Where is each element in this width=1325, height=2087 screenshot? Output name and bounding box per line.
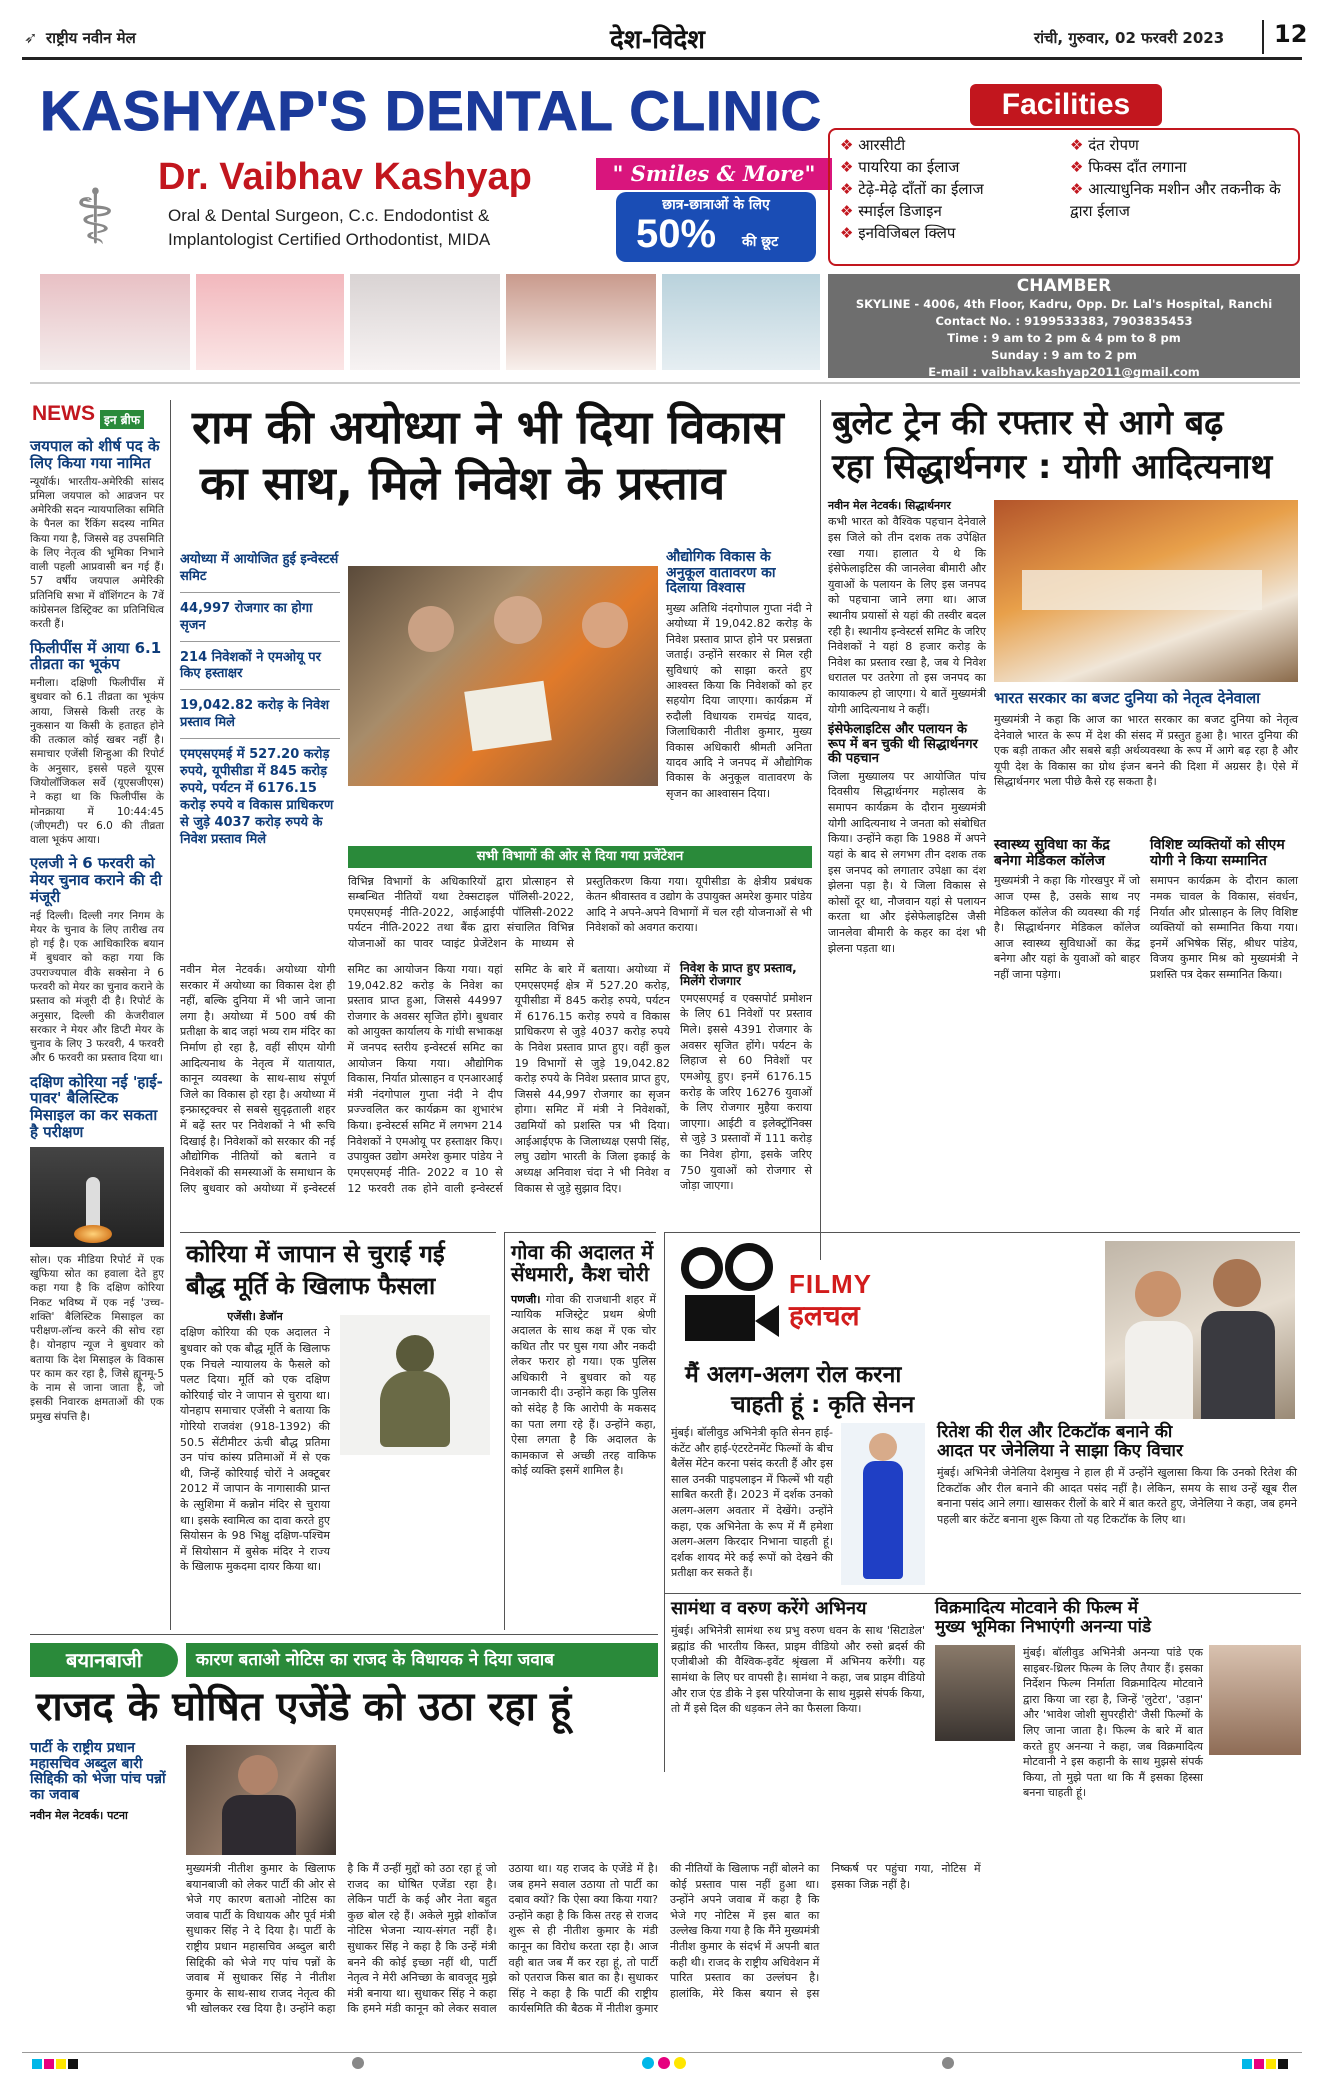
color-swatch	[1266, 2059, 1276, 2069]
braces-photo	[196, 274, 344, 370]
brief-headline: एलजी ने 6 फरवरी को मेयर चुनाव कराने की दी मंजूरी	[30, 854, 162, 906]
color-swatch	[44, 2059, 54, 2069]
goa-story	[504, 1232, 656, 1630]
registration-mark-icon	[942, 2057, 954, 2069]
brief-body: सोल। एक मीडिया रिपोर्ट में एक खुफिया स्रोत का हवाला देते हुए कहा गया है कि दक्षिण कोरिया निकट भविष्य में एक नई 'उच्च-शक्ति' बैलिस्टिक मिसाइल का परीक्षण-लॉन्च करने की सोच रहा है। योनहाप न्यूज ने बुधवार को बताया कि देश मिसाइल के विकास पर काम कर रहा है, जिसे ह्यूनमू-5 के नाम से जाना जाता है, जो इसकी निवारक क्षमताओं की एक प्रमुख संपत्ति है।	[30, 1253, 164, 1423]
bullet-caption: भारत सरकार का बजट दुनिया को नेतृत्व देनेवाला	[994, 689, 1261, 707]
column-rule	[170, 400, 171, 1630]
teeth-photo-strip	[40, 274, 820, 370]
brief-headline: जयपाल को शीर्ष पद के लिए किया गया नामित	[30, 437, 160, 472]
brief-item	[30, 438, 164, 632]
genelia-headline-1: रितेश की रील और टिकटॉक बनाने की	[937, 1422, 1173, 1442]
brief-headline: फिलीपींस में आया 6.1 तीव्रता का भूकंप	[30, 638, 162, 674]
facility-item: ❖ आत्याधुनिक मशीन और तकनीक के द्वारा ईलाज	[1070, 180, 1281, 220]
implant-photo	[350, 274, 500, 370]
brief-body: नई दिल्ली। दिल्ली नगर निगम के मेयर के चुनाव के लिए तारीख तय हो गई है। एक आधिकारिक बयान में बुधवार को कहा गया कि उपराज्यपाल वीके सक्सेना ने 6 फरवरी को मेयर का चुनाव कराने के प्रस्ताव को मंजूरी दी है। रिपोर्ट के अनुसार, दिल्ली की केजरीवाल सरकार ने मेयर और डिप्टी मेयर के चुनाव के लिए 3 फरवरी, 4 फरवरी और 6 फरवरी का प्रस्ताव दिया था।	[30, 909, 164, 1065]
facility-item: ❖ स्माईल डिजाइन	[840, 202, 942, 220]
chamber-title: CHAMBER	[1016, 276, 1112, 296]
presentation-band: सभी विभागों की ओर से दिया गया प्रजेंटेशन	[348, 846, 812, 868]
paper-name: राष्ट्रीय नवीन मेल	[46, 29, 136, 47]
offer-badge	[616, 192, 816, 262]
samantha-body: मुंबई। अभिनेत्री सामंथा रुथ प्रभु वरुण धवन के साथ 'सिटाडेल' ब्रह्मांड की भारतीय किस्त, प्राइम वीडियो और रुसो ब्रदर्स की एजीबीओ की वैश्विक-इवेंट श्रृंखला में अभिनय करेंगी। यह सामंथा के लिए घर वापसी है। सामंथा ने कहा, जब प्राइम वीडियो और राज एंड डीके ने इस परियोजना के साथ मुझसे संपर्क किया, तो मैं इसे दिल की धड़कन लेने का फैसला किया।	[671, 1624, 925, 1716]
brief-body: न्यूयॉर्क। भारतीय-अमेरिकी सांसद प्रमिला जयपाल को आव्रजन पर अमेरिकी सदन न्यायपालिका समिति के पैनल का रैंकिंग सदस्य नामित किया गया है, जिससे वह उपसमिति के लिए नेतृत्व की भूमिका निभाने वाली पहली आप्रवासी बन गई हैं। 57 वर्षीय जयपाल अमेरिकी प्रतिनिधि सभा में वॉशिंगटन के 7वें कांग्रेसनल डिस्ट्रिक्ट का प्रतिनिधित्व करती हैं।	[30, 475, 164, 631]
filmy-logo-bottom: हलचल	[789, 1299, 860, 1332]
goa-headline-1: गोवा की अदालत में	[511, 1240, 654, 1264]
bayan-body-left	[30, 1841, 178, 2031]
ananya-body: मुंबई। बॉलीवुड अभिनेत्री अनन्या पांडे एक साइबर-थ्रिलर फिल्म के लिए तैयार हैं। इसका निर्देशन फिल्म निर्माता विक्रमादित्य मोटवाने द्वारा किया जा रहा है, जिन्हें 'लुटेरा', 'उड़ान' और 'भावेश जोशी सुपरहीरो' जैसी फिल्मों के लिए जाना जाता है। फिल्म के बारे में बात करते हुए अनन्या ने कहा, जब विक्रमादित्य मोटवानी ने इस कहानी के साथ मुझसे संपर्क किया, तो मुझे पता था कि मैं इसका हिस्सा बनना चाहती हूं।	[1023, 1646, 1203, 1800]
film-camera-icon	[675, 1241, 781, 1353]
dateline: रांची, गुरुवार, 02 फरवरी 2023	[1034, 29, 1225, 47]
medical-college-box	[994, 838, 1140, 1248]
bayan-headline: राजद के घोषित एजेंडे को उठा रहा हूं	[36, 1684, 572, 1730]
ananya-headline-2: मुख्य भूमिका निभाएंगी अनन्या पांडे	[935, 1617, 1152, 1638]
honour-body: समापन कार्यक्रम के दौरान काला नमक चावल के विकास, संवर्धन, निर्यात और प्रोत्साहन के लिए विशिष्ट व्यक्तियों को सम्मानित किया गया। इनमें अभिषेक सिंह, श्रीधर पांडेय, विजय कुमार मिश्र को मुख्यमंत्री ने प्रशस्ति पत्र देकर सम्मानित किया।	[1150, 874, 1298, 981]
side-box	[666, 550, 812, 838]
main-body: नवीन मेल नेटवर्क। अयोध्या योगी सरकार में अयोध्या का विकास देश ही नहीं, बल्कि दुनिया में भी जाने जाना लगा है। अयोध्या में 500 वर्ष की प्रतीक्षा के बाद जहां भव्य राम मंदिर का निर्माण हो रहा है, वहीं सीएम योगी आदित्यनाथ के नेतृत्व में यातायात, कानून व्यवस्था के साथ-साथ संपूर्ण जिले का विकास हो रहा है। अयोध्या में इन्फ्रास्ट्रक्चर से सबसे सुदृढ़ताली शहर में बढ़ें स्तर पर निवेशकों ने भी रूचि दिखाई है। निवेशकों को सरकार की नई औद्योगिक नीतियों को बताने व निवेशकों की समस्याओं के समाधान के लिए बुधवार को अयोध्या में इन्वेस्टर्स समिट का आयोजन किया गया। यहां 19,042.82 करोड़ के निवेश का प्रस्ताव प्राप्त हुआ, जिससे 44997 रोजगार के अवसर सृजित होंगे। बुधवार को आयुक्त कार्यालय के गांधी सभाकक्ष में जनपद स्तरीय इन्वेस्टर्स समिट का आयोजन किया गया। औद्योगिक विकास, निर्यात प्रोत्साहन व एनआरआई मंत्री नंदगोपाल गुप्ता नंदी ने दीप प्रज्ज्वलित कर कार्यक्रम का शुभारंभ किया। इन्वेस्टर्स समिट में लगभग 214 निवेशकों ने एमओयू पर हस्ताक्षर किए। उपायुक्त उद्योग अमरेश कुमार पांडेय ने एमएसएमई नीति- 2022 व 10 से 12 फरवरी तक होने वाली इन्वेस्टर्स समिट के बारे में बताया। अयोध्या में एमएसएमई क्षेत्र में 527.20 करोड़, यूपीसीडा में 845 करोड़ रुपये, पर्यटन में 6176.15 करोड़ रुपये व विकास प्राधिकरण से जुड़े 4037 करोड़ रुपये के निवेश प्रस्ताव प्राप्त हुए। वहीं कुल 19 विभागों से जुड़े 19,042.82 करोड़ रुपये के निवेश प्रस्ताव प्राप्त हुए, जिससे 44,997 रोजगार का सृजन होगा। समिट में मंत्री ने निवेशकों, उद्यमियों को प्रशस्ति पत्र भी दिया। आईआईएफ के जिलाध्यक्ष एसपी सिंह, लघु उद्योग भारती के जिला इकाई के अध्यक्ष अनिवाश चंदा ने भी निवेश व विकास से जुड़े सुझाव दिए।	[180, 963, 670, 1195]
registration-mark-icon	[674, 2057, 686, 2069]
korea-headline-1: कोरिया में जापान से चुराई गई	[186, 1240, 445, 1268]
main-story	[180, 400, 812, 1230]
color-swatch	[56, 2059, 66, 2069]
registration-mark-icon	[658, 2057, 670, 2069]
facility-item: ❖ टेढ़े-मेढ़े दाँतों का ईलाज	[840, 180, 984, 198]
buddha-statue-photo	[340, 1315, 490, 1455]
missile-photo	[30, 1147, 164, 1247]
dental-ad	[30, 74, 1300, 384]
child-dental-photo	[662, 274, 820, 370]
samantha-box	[671, 1599, 925, 1773]
bullet-text-col	[828, 500, 986, 1020]
chamber-contact: Contact No. : 9199533383, 7903835453	[935, 314, 1193, 328]
korea-headline-2: बौद्ध मूर्ति के खिलाफ फैसला	[186, 1272, 436, 1300]
bullet-dateline: नवीन मेल नेटवर्क। सिद्धार्थनगर	[828, 499, 951, 512]
chamber-sunday: Sunday : 9 am to 2 pm	[991, 348, 1137, 362]
summit-photo	[348, 566, 658, 786]
yogi-event-photo	[994, 500, 1298, 682]
brief-label-news: NEWS	[32, 402, 95, 425]
kriti-body: मुंबई। बॉलीवुड अभिनेत्री कृति सेनन हाई-कंटेंट और हाई-एंटरटेनमेंट फिल्मों के बीच बैलेंस मेंटेन करना पसंद करती हैं और इस साल उनकी पाइपलाइन में फिल्में भी यही साबित करती हैं। 2023 में दर्शक उनको अलग-अलग अवतार में देखेंगे। उन्होंने कहा, एक अभिनेता के रूप में मैं हमेशा अलग-अलग किरदार निभाना चाहती हूं। दर्शक शायद मेरे कई रूपों को देखने की प्रतीक्षा कर सकते हैं।	[671, 1426, 833, 1580]
brief-body: मनीला। दक्षिणी फिलीपींस में बुधवार को 6.1 तीव्रता का भूकंप आया, जिससे किसी तरह के नुकसान या किसी के हताहत होने की तत्काल कोई खबर नहीं है। समाचार एजेंसी शिन्हुआ की रिपोर्ट के अनुसार, इससे पहले यूएस जियोलॉजिकल सर्वे (यूएसजीएस) ने कहा था कि फिलीपींस के मोनक्राया में 10:44:45 (जीएमटी) पर 6.0 की तीव्रता वाला भूकंप आया।	[30, 677, 164, 847]
bayan-body: मुख्यमंत्री नीतीश कुमार के खिलाफ बयानबाजी को लेकर पार्टी की ओर से भेजे गए कारण बताओ नोटिस का जवाब पार्टी के विधायक और पूर्व मंत्री सुधाकर सिंह ने दे दिया है। पार्टी के राष्ट्रीय प्रधान महासचिव अब्दुल बारी सिद्दिकी को भेजे गए पांच पन्नों के जवाब में सुधाकर सिंह ने नीतीश कुमार के साथ-साथ राजद नेतृत्व की भी खोलकर रख दिया है। उन्होंने कहा है कि मैं उन्हीं मुद्दों को उठा रहा हूं जो राजद का घोषित एजेंडा रहा है। लेकिन पार्टी के कई और नेता बहुत कुछ बोल रहे हैं। अकेले मुझे शोकॉज नोटिस भेजना न्याय-संगत नहीं है। सुधाकर सिंह ने कहा है कि उन्हें मंत्री बनने की कोई इच्छा नहीं थी, पार्टी नेतृत्व ने मेरी अनिच्छा के बावजूद मुझे मंत्री बनाया था। सुधाकर सिंह ने कहा कि हमने मंडी कानून को लेकर सवाल उठाया था। यह राजद के एजेंडे में है। जब हमने सवाल उठाया तो पार्टी का दबाव क्यों? कि ऐसा क्या किया गया? उन्होंने कहा है कि किस तरह से राजद शुरू से ही नीतीश कुमार के मंडी कानून का विरोध करता रहा है। आज वही बात जब मैं कर रहा हूं, तो पार्टी को एतराज किस बात का है। सुधाकर सिंह ने कहा है कि पार्टी की राष्ट्रीय कार्यसमिति की बैठक में नीतीश कुमार की नीतियों के खिलाफ नहीं बोलने का कोई प्रस्ताव पास नहीं हुआ था। उन्होंने अपने जवाब में कहा है कि भेजे गए नोटिस में इस बात का उल्लेख किया गया है कि मैंने मुख्यमंत्री नीतीश कुमार के संदर्भ में अपनी बात कही थी। राजद के राष्ट्रीय अधिवेशन में पारित प्रस्ताव का उल्लंघन है। हालांकि, मेरे किस बयान से इस निष्कर्ष पर पहुंचा गया, नोटिस में इसका जिक्र नहीं है।	[186, 1862, 981, 2016]
filmy-section	[664, 1232, 1300, 1800]
doctor-qual-2: Implantologist Certified Orthodontist, MIDA	[168, 230, 491, 249]
side-body: मुख्य अतिथि नंदगोपाल गुप्ता नंदी ने अयोध्या में 19,042.82 करोड़ के निवेश प्रस्ताव प्राप्त होने पर प्रसन्नता जताई। उन्होंने सरकार से मिल रही सुविधाएं को साझा करते हुए आश्वस्त किया कि निवेशकों को हर सहयोग दिया जाएगा। कार्यक्रम में रुदौली विधायक रामचंद्र यादव, जिलाधिकारी नीतीश कुमार, मुख्य विकास अधिकारी श्रीमती अनिता यादव आदि ने जनपद में औद्योगिक विकास के अनुकूल वातावरण के सृजन का आश्वासन दिया।	[666, 602, 812, 800]
filmy-divider	[665, 1593, 1301, 1594]
smile-photo	[506, 274, 656, 370]
goa-dateline: पणजी।	[511, 1292, 541, 1306]
filmy-logo-top: FILMY	[789, 1269, 872, 1299]
highlight-item: 214 निवेशकों ने एमओयू पर किए हस्ताक्षर	[180, 650, 340, 691]
section-title: देश-विदेश	[610, 25, 705, 55]
korea-body: दक्षिण कोरिया की एक अदालत ने बुधवार को एक बौद्ध मूर्ति के खिलाफ एक निचले न्यायालय के फैसले को पलट दिया। मूर्ति को एक दक्षिण कोरियाई चोर ने जापान से चुराया था। योनहाप समाचार एजेंसी ने बताया कि गोरियो राजवंश (918-1392) की 50.5 सेंटीमीटर ऊंची बौद्ध प्रतिमा उन पांच कांस्य प्रतिमाओं में से एक थी, जिन्हें कोरियाई चोरों ने अक्टूबर 2012 में जापान के नागासाकी प्रान्त के त्सुशिमा में कन्नोन मंदिर से चुराया था। इसके स्वामित्व का दावा करते हुए सियोसन के 98 भिक्षु दक्षिण-पश्चिम में सियोसान में बुसेक मंदिर ने राज्य के खिलाफ मुकदमा दायर किया था।	[180, 1326, 330, 1574]
medical-headline: स्वास्थ्य सुविधा का केंद्र बनेगा मेडिकल कॉलेज	[994, 837, 1110, 869]
bird-logo-icon: ➶	[24, 28, 38, 47]
facility-item: ❖ इनविजिबल क्लिप	[840, 224, 956, 242]
page-divider	[1262, 20, 1264, 54]
kriti-headline-2: चाहती हूं : कृति सेनन	[731, 1392, 915, 1418]
bayan-kicker: पार्टी के राष्ट्रीय प्रधान महासचिव अब्दुल बारी सिद्दिकी को भेजा पांच पन्नों का जवाब	[30, 1740, 166, 1804]
offer-label: छात्र-छात्राओं के लिए	[662, 197, 770, 213]
highlights	[180, 552, 340, 848]
kriti-photo	[923, 1239, 925, 1241]
brief-label	[30, 402, 164, 432]
column-rule	[820, 400, 821, 1260]
main-sub-body: एमएसएमई व एक्सपोर्ट प्रमोशन के लिए 61 निवेशों पर प्रस्ताव मिले। इससे 4391 रोजगार के अवसर सृजित होंगे। पर्यटन के लिहाज से 60 निवेशों पर एमओयू हुए। इनमें 6176.15 करोड़ के जरिए 16276 युवाओं के लिए रोजगार मुहैया कराया जाएगा। आईटी व इलेक्ट्रॉनिक्स से जुड़े 3 प्रस्तावों में 111 करोड़ का निवेश होगा, इसके जरिए 750 युवाओं को रोजगार से जोड़ा जाएगा।	[680, 991, 812, 1193]
highlight-item: अयोध्या में आयोजित हुई इन्वेस्टर्स समिट	[180, 552, 340, 593]
facility-item: ❖ फिक्स दाँत लगाना	[1070, 158, 1187, 176]
goa-headline-2: सेंधमारी, कैश चोरी	[511, 1262, 650, 1287]
samantha-headline: सामंथा व वरुण करेंगे अभिनय	[671, 1598, 867, 1619]
korea-dateline: एजेंसी। डेजॉन	[227, 1310, 283, 1323]
bayan-tag: बयानबाजी	[30, 1643, 178, 1677]
ananya-headline-1: विक्रमादित्य मोटवाने की फिल्म में	[935, 1598, 1139, 1618]
chamber-box	[828, 274, 1300, 378]
genelia-box	[937, 1423, 1297, 1587]
kriti-sanon-photo	[841, 1423, 925, 1585]
masthead	[22, 14, 1308, 60]
color-swatch	[32, 2059, 42, 2069]
brief-item	[30, 1074, 164, 1424]
color-swatch	[68, 2059, 78, 2069]
main-sub-box	[680, 962, 812, 1224]
genelia-headline-2: आदत पर जेनेलिया ने साझा किए विचार	[937, 1441, 1183, 1462]
brief-headline: दक्षिण कोरिया नई 'हाई-पावर' बैलिस्टिक मिसाइल का कर सकता है परीक्षण	[30, 1072, 163, 1141]
motwane-photo	[935, 1645, 1015, 1741]
medical-body: मुख्यमंत्री ने कहा कि गोरखपुर में जो आज एम्स है, उसके साथ नए मेडिकल कॉलेज की व्यवस्था की गई है। सिद्धार्थनगर मेडिकल कॉलेज आज स्वास्थ्य सुविधाओं का केंद्र बनेगा और यहां के युवाओं को बाहर नहीं जाना पड़ेगा।	[994, 874, 1140, 981]
side-headline: औद्योगिक विकास के अनुकूल वातावरण का दिलाया विश्वास	[666, 549, 776, 597]
bullet-headline-2: रहा सिद्धार्थनगर : योगी आदित्यनाथ	[832, 447, 1273, 487]
doctor-name: Dr. Vaibhav Kashyap	[158, 156, 532, 198]
bullet-body: कभी भारत को वैश्विक पहचान देनेवाले इस जिले को तीन दशक तक उपेक्षित रखा गया। हालात ये थे कि इंसेफेलाइटिस की जानलेवा बीमारी और युवाओं के पलायन के लिए इस जनपद को पहचाना जाने लगा था। आज स्थानीय प्रयासों से यहां की तस्वीर बदल रही है। स्थानीय इन्वेस्टर्स समिट के जरिए निवेशकों ने यहां 8 हजार करोड़ के निवेश का प्रस्ताव रखा है, जब ये निवेश धरातल पर उतरेगा तो इस जनपद का कायाकल्प हो जाएगा। ये बातें मुख्यमंत्री योगी आदित्यनाथ ने कहीं।	[828, 515, 986, 716]
honour-headline: विशिष्ट व्यक्तियों को सीएम योगी ने किया सम्मानित	[1150, 837, 1285, 869]
brief-label-inbrief: इन ब्रीफ	[100, 410, 144, 429]
honour-box	[1150, 838, 1298, 1248]
registration-mark-icon	[352, 2057, 364, 2069]
bayan-deck: कारण बताओ नोटिस का राजद के विधायक ने दिया जवाब	[186, 1643, 658, 1677]
main-headline-2: का साथ, मिले निवेश के प्रस्ताव	[200, 456, 726, 510]
page-number: 12	[1274, 20, 1308, 48]
highlight-item: 19,042.82 करोड़ के निवेश प्रस्ताव मिले	[180, 698, 340, 739]
news-in-brief	[30, 402, 164, 1628]
facility-item: ❖ पायरिया का ईलाज	[840, 158, 960, 176]
caduceus-icon: ⚕	[74, 172, 116, 261]
chamber-time: Time : 9 am to 2 pm & 4 pm to 8 pm	[947, 331, 1181, 345]
korea-text-left	[180, 1311, 330, 1627]
ananya-photo	[1209, 1645, 1301, 1755]
main-headline-1: राम की अयोध्या ने भी दिया विकास	[192, 400, 784, 454]
korea-story	[180, 1232, 496, 1630]
presentation-text: विभिन्न विभागों के अधिकारियों द्वारा प्रोत्साहन से सम्बन्धित नीतियों यथा टेक्सटाइल पॉलिसी-2022, एमएसएमई नीति-2022, आईआईपी पॉलिसी-2022 पर्यटन नीति-2022 तथा बैंक द्वारा संचालित विभिन्न योजनाओं का पावर प्वाइंट प्रेजेंटेशन के माध्यम से प्रस्तुतिकरण किया गया। यूपीसीडा के क्षेत्रीय प्रबंधक केतन श्रीवास्तव व उद्योग के उपायुक्त अमरेश कुमार पांडेय आदि ने अपने-अपने विभागों में चल रही योजनाओं से भी निवेशकों को अवगत कराया।	[348, 875, 812, 950]
ananya-box	[935, 1598, 1301, 1800]
brief-item	[30, 640, 164, 848]
tagline: " Smiles & More"	[596, 158, 832, 190]
bullet-caption-body: मुख्यमंत्री ने कहा कि आज का भारत सरकार का बजट दुनिया को नेतृत्व देनेवाले भारत के रूप में देश की संसद में प्रस्तुत हुआ है। भारत दुनिया की एक बड़ी ताकत और सबसे बड़ी अर्थव्यवस्था के रूप में आगे बढ़ रहा है और यूपी देश के विकास का ग्रोथ इंजन बनने की दिशा में अग्रसर है। ऐसे में सिद्धार्थनगर भला पीछे कैसे रह सकता है।	[994, 713, 1298, 789]
chamber-address: SKYLINE - 4006, 4th Floor, Kadru, Opp. Dr. Lal's Hospital, Ranchi	[855, 297, 1273, 311]
bullet-sub-body: जिला मुख्यालय पर आयोजित पांच दिवसीय सिद्धार्थनगर महोत्सव के समापन कार्यक्रम के दौरान मुख्यमंत्री योगी आदित्यनाथ ने जनता को संबोधित किया। उन्होंने कहा कि 1988 में अपने यहां के बाद से लगभग तीन दशक तक इस जनपद को लगातार उपेक्षा का दंश झेलना पड़ा है। ये जिला विकास से कोसों दूर था, नौजवान यहां से पलायन करता था और इंसेफेलाइटिस जैसी जानलेवा बीमारी के कहर का दंश भी झेलना पड़ता था।	[828, 769, 986, 955]
facilities-title: Facilities	[970, 84, 1162, 126]
sudhakar-photo	[186, 1745, 336, 1855]
brief-item	[30, 855, 164, 1065]
facility-list-right	[1070, 134, 1295, 222]
dentures-photo	[40, 274, 190, 370]
genelia-body: मुंबई। अभिनेत्री जेनेलिया देशमुख ने हाल ही में उन्होंने खुलासा किया कि उनको रितेश की टिकटॉक और रील बनाने की आदत पसंद नहीं है। लेकिन, समय के साथ उन्हें खूब रील बनाना पसंद आने लगा। खासकर रीलों के बारे में बात करते हुए, जेनेलिया ने कहा, जब हमने पहली बार कंटेंट बनाना शुरू किया तो यह टिकटॉक के लिए था।	[937, 1466, 1297, 1526]
facility-item: ❖ दंत रोपण	[1070, 136, 1139, 154]
highlight-item: 44,997 रोजगार का होगा सृजन	[180, 601, 340, 642]
filmy-logo	[789, 1269, 905, 1353]
registration-mark-icon	[642, 2057, 654, 2069]
color-swatch	[1254, 2059, 1264, 2069]
genelia-riteish-photo	[1105, 1241, 1295, 1419]
bullet-sub-headline: इंसेफेलाइटिस और पलायन के रूप में बन चुकी थी सिद्धार्थनगर की पहचान	[828, 722, 978, 767]
highlights-bottom-space	[180, 810, 340, 840]
kriti-headline-1: मैं अलग-अलग रोल करना	[685, 1362, 902, 1388]
clinic-name: KASHYAP'S DENTAL CLINIC	[40, 79, 823, 142]
facility-item: ❖ आरसीटी	[840, 136, 906, 154]
bullet-headline-1: बुलेट ट्रेन की रफ्तार से आगे बढ़	[832, 403, 1224, 443]
chamber-email: E-mail : vaibhav.kashyap2011@gmail.com	[928, 365, 1200, 379]
offer-percent: 50%	[636, 212, 717, 256]
offer-suffix: की छूट	[742, 234, 779, 250]
facility-list-left	[840, 134, 984, 244]
color-swatch	[1242, 2059, 1252, 2069]
bayan-dateline: नवीन मेल नेटवर्क। पटना	[30, 1808, 128, 1822]
goa-body-text: गोवा की राजधानी शहर में न्यायिक मजिस्ट्रेट प्रथम श्रेणी अदालत के साथ कक्ष में एक चोर कथित तौर पर घुस गया और नकदी लेकर फरार हो गया। एक पुलिस अधिकारी ने बुधवार को यह जानकारी दी। उन्होंने कहा कि पुलिस को संदेह है कि आरोपी के मकसद का पता लगा रहे हैं। उन्होंने कहा, ऐसा लगता है कि अदालत के कामकाज से अच्छी तरह वाकिफ कोई व्यक्ति इसमें शामिल है।	[511, 1292, 656, 1478]
main-sub-headline: निवेश के प्राप्त हुए प्रस्ताव, मिलेंगे रोजगार	[680, 961, 797, 989]
registration-bar	[22, 2052, 1302, 2072]
goa-body	[511, 1292, 656, 1610]
bullet-story	[828, 400, 1298, 1256]
color-swatch	[1278, 2059, 1288, 2069]
highlight-item: एमएसएमई में 527.20 करोड़ रुपये, यूपीसीडा में 845 करोड़ रुपये, पर्यटन में 6176.15 करोड़ रुपये व विकास प्राधिकरण से जुड़े 4037 करोड़ रुपये के निवेश प्रस्ताव मिले	[180, 747, 334, 847]
doctor-qual-1: Oral & Dental Surgeon, C.c. Endodontist &	[168, 206, 490, 225]
